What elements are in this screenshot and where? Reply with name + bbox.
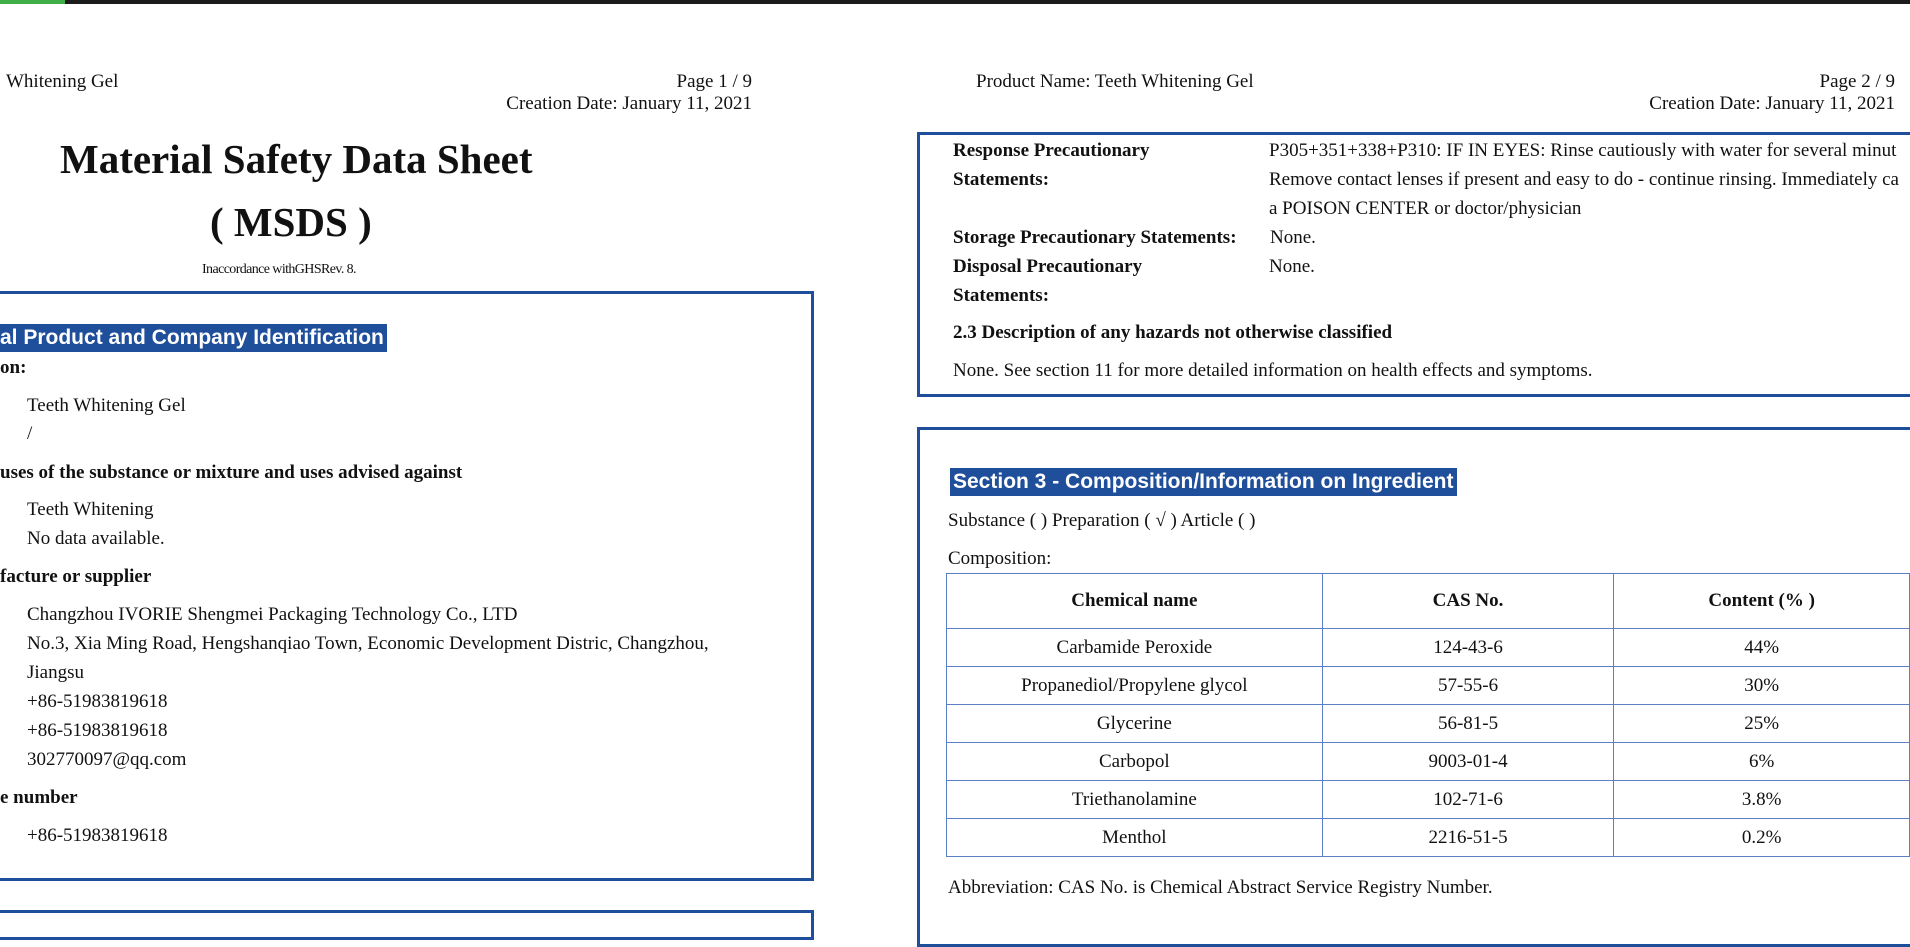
cell-cas-no: 102-71-6	[1322, 781, 1614, 819]
disposal-label-line2: Statements:	[953, 285, 1050, 306]
cell-cas-no: 56-81-5	[1322, 705, 1614, 743]
response-label-line2: Statements:	[953, 169, 1050, 190]
response-label-line1: Response Precautionary	[953, 140, 1150, 161]
accordance-note: Inaccordance withGHSRev. 8.	[202, 262, 356, 277]
page2-page-number: Page 2 / 9	[1819, 71, 1895, 92]
document-title: Material Safety Data Sheet	[60, 136, 533, 182]
cell-chemical-name: Menthol	[947, 819, 1323, 857]
supplier-heading: facture or supplier	[0, 566, 152, 587]
table-row	[947, 667, 1910, 705]
storage-label: Storage Precautionary Statements:	[953, 227, 1237, 248]
column-header-content: Content (% )	[1614, 574, 1910, 629]
table-row	[947, 629, 1910, 667]
cell-content: 3.8%	[1614, 781, 1910, 819]
section2-box-top	[0, 910, 814, 940]
cell-cas-no: 124-43-6	[1322, 629, 1614, 667]
cell-chemical-name: Triethanolamine	[947, 781, 1323, 819]
emergency-phone: +86-51983819618	[27, 825, 168, 846]
product-name-value: Teeth Whitening Gel	[27, 395, 186, 416]
table-row	[947, 781, 1910, 819]
page1-page-number: Page 1 / 9	[676, 71, 752, 92]
supplier-address-line2: Jiangsu	[27, 662, 84, 683]
composition-table	[946, 573, 1910, 857]
viewer-top-bar	[0, 0, 1910, 4]
cell-cas-no: 2216-51-5	[1322, 819, 1614, 857]
response-text-line1: P305+351+338+P310: IF IN EYES: Rinse cautiously with water for several minut	[1269, 140, 1897, 161]
section1-heading: al Product and Company Identification	[0, 324, 387, 352]
column-header-chemical-name: Chemical name	[947, 574, 1323, 629]
table-row	[947, 705, 1910, 743]
loading-progress-bar	[0, 0, 65, 4]
response-text-line2: Remove contact lenses if present and easy to do - continue rinsing. Immediately ca	[1269, 169, 1899, 190]
page2-header-product: Product Name: Teeth Whitening Gel	[976, 71, 1254, 92]
abbreviation-note: Abbreviation: CAS No. is Chemical Abstract Service Registry Number.	[948, 877, 1493, 898]
response-text-line3: a POISON CENTER or doctor/physician	[1269, 198, 1582, 219]
page2-creation-date: Creation Date: January 11, 2021	[1649, 93, 1895, 114]
substance-type-line: Substance ( ) Preparation ( √ ) Article ( )	[948, 510, 1256, 531]
storage-text: None.	[1270, 227, 1316, 248]
supplier-company: Changzhou IVORIE Shengmei Packaging Technology Co., LTD	[27, 604, 518, 625]
cell-content: 30%	[1614, 667, 1910, 705]
disposal-text: None.	[1269, 256, 1315, 277]
page1-creation-date: Creation Date: January 11, 2021	[506, 93, 752, 114]
cell-cas-no: 57-55-6	[1322, 667, 1614, 705]
composition-label: Composition:	[948, 548, 1052, 569]
cell-chemical-name: Propanediol/Propylene glycol	[947, 667, 1323, 705]
supplier-email: 302770097@qq.com	[27, 749, 187, 770]
emergency-heading: e number	[0, 787, 78, 808]
table-header-row	[947, 574, 1910, 629]
page1-header-product: Whitening Gel	[6, 71, 119, 92]
hazards-text: None. See section 11 for more detailed information on health effects and symptoms.	[953, 360, 1593, 381]
uses-value: Teeth Whitening	[27, 499, 154, 520]
cell-content: 6%	[1614, 743, 1910, 781]
cell-chemical-name: Carbamide Peroxide	[947, 629, 1323, 667]
cell-cas-no: 9003-01-4	[1322, 743, 1614, 781]
uses-against-value: No data available.	[27, 528, 165, 549]
cell-content: 0.2%	[1614, 819, 1910, 857]
hazards-heading: 2.3 Description of any hazards not otherwise classified	[953, 322, 1393, 343]
supplier-fax: +86-51983819618	[27, 720, 168, 741]
uses-heading: uses of the substance or mixture and uses advised against	[0, 462, 463, 483]
supplier-address-line1: No.3, Xia Ming Road, Hengshanqiao Town, Economic Development Distric, Changzhou,	[27, 633, 709, 654]
cell-content: 44%	[1614, 629, 1910, 667]
column-header-cas-no: CAS No.	[1322, 574, 1614, 629]
section3-heading: Section 3 - Composition/Information on Ingredient	[950, 468, 1457, 496]
cell-chemical-name: Carbopol	[947, 743, 1323, 781]
document-subtitle: ( MSDS )	[210, 199, 372, 245]
disposal-label-line1: Disposal Precautionary	[953, 256, 1143, 277]
product-code-value: /	[27, 423, 33, 444]
identification-label: on:	[0, 357, 27, 378]
cell-chemical-name: Glycerine	[947, 705, 1323, 743]
table-row	[947, 743, 1910, 781]
table-row	[947, 819, 1910, 857]
cell-content: 25%	[1614, 705, 1910, 743]
supplier-phone: +86-51983819618	[27, 691, 168, 712]
